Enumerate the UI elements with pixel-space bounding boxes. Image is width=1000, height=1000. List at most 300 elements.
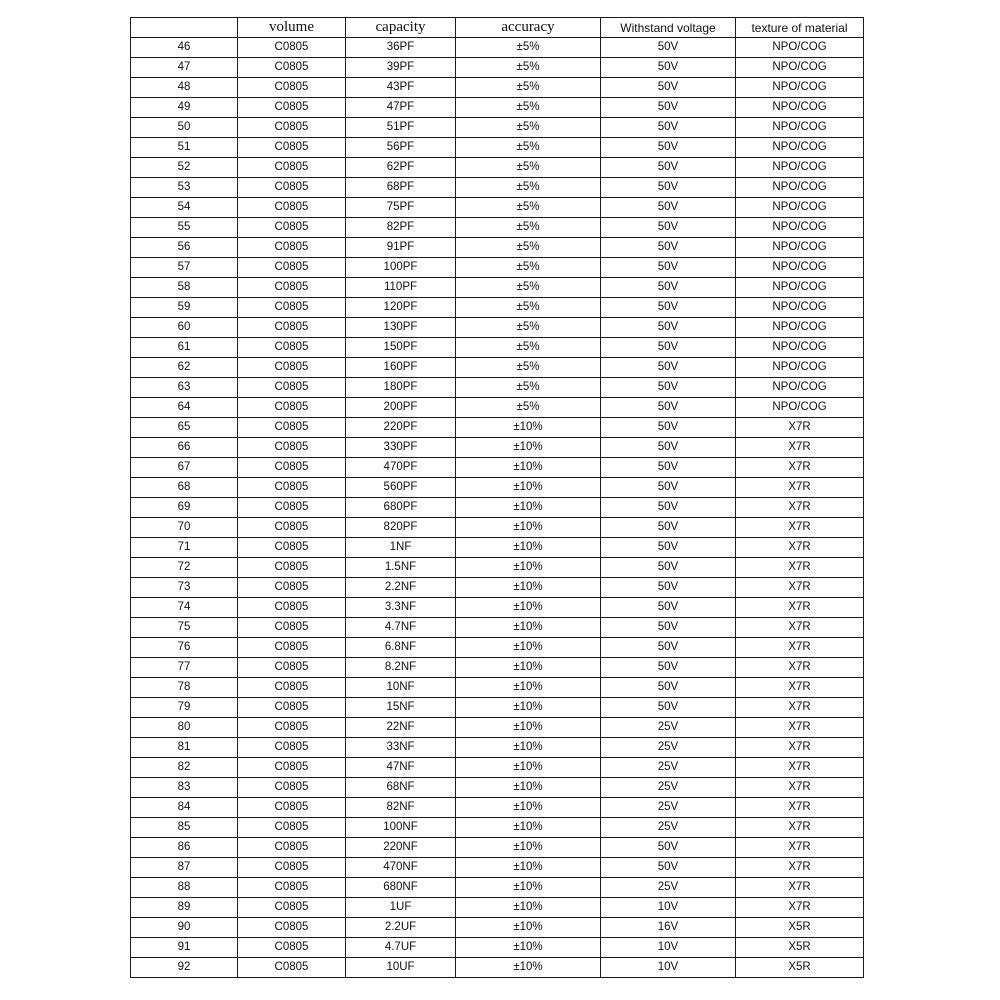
cell-volume: C0805 — [238, 258, 346, 278]
cell-texture: NPO/COG — [736, 178, 864, 198]
cell-withstand_voltage: 50V — [601, 658, 736, 678]
cell-texture: NPO/COG — [736, 58, 864, 78]
header-cell-capacity: capacity — [346, 18, 456, 38]
cell-index: 60 — [131, 318, 238, 338]
cell-capacity: 15NF — [346, 698, 456, 718]
table-row — [131, 698, 864, 718]
cell-accuracy: ±10% — [456, 458, 601, 478]
table-row — [131, 478, 864, 498]
cell-capacity: 220PF — [346, 418, 456, 438]
cell-volume: C0805 — [238, 558, 346, 578]
cell-accuracy: ±10% — [456, 918, 601, 938]
cell-index: 67 — [131, 458, 238, 478]
cell-accuracy: ±10% — [456, 778, 601, 798]
cell-index: 56 — [131, 238, 238, 258]
cell-accuracy: ±10% — [456, 578, 601, 598]
cell-texture: X7R — [736, 798, 864, 818]
table-row — [131, 718, 864, 738]
cell-withstand_voltage: 25V — [601, 758, 736, 778]
cell-capacity: 51PF — [346, 118, 456, 138]
cell-index: 86 — [131, 838, 238, 858]
cell-accuracy: ±10% — [456, 838, 601, 858]
cell-capacity: 33NF — [346, 738, 456, 758]
cell-capacity: 150PF — [346, 338, 456, 358]
cell-volume: C0805 — [238, 838, 346, 858]
cell-texture: X7R — [736, 518, 864, 538]
cell-capacity: 100NF — [346, 818, 456, 838]
cell-capacity: 160PF — [346, 358, 456, 378]
cell-volume: C0805 — [238, 78, 346, 98]
table-row — [131, 258, 864, 278]
cell-accuracy: ±10% — [456, 938, 601, 958]
cell-accuracy: ±10% — [456, 818, 601, 838]
cell-index: 89 — [131, 898, 238, 918]
cell-capacity: 4.7NF — [346, 618, 456, 638]
cell-index: 64 — [131, 398, 238, 418]
cell-volume: C0805 — [238, 878, 346, 898]
cell-capacity: 100PF — [346, 258, 456, 278]
cell-texture: X5R — [736, 938, 864, 958]
table-row — [131, 158, 864, 178]
header-cell-texture: texture of material — [736, 18, 864, 38]
cell-withstand_voltage: 50V — [601, 838, 736, 858]
cell-withstand_voltage: 50V — [601, 498, 736, 518]
cell-index: 55 — [131, 218, 238, 238]
cell-capacity: 68PF — [346, 178, 456, 198]
cell-accuracy: ±10% — [456, 598, 601, 618]
cell-withstand_voltage: 50V — [601, 38, 736, 58]
cell-texture: X7R — [736, 738, 864, 758]
cell-withstand_voltage: 10V — [601, 958, 736, 978]
cell-volume: C0805 — [238, 898, 346, 918]
cell-withstand_voltage: 50V — [601, 678, 736, 698]
cell-capacity: 39PF — [346, 58, 456, 78]
cell-index: 58 — [131, 278, 238, 298]
cell-volume: C0805 — [238, 718, 346, 738]
cell-texture: X7R — [736, 758, 864, 778]
cell-volume: C0805 — [238, 658, 346, 678]
cell-texture: X7R — [736, 818, 864, 838]
cell-capacity: 120PF — [346, 298, 456, 318]
table-row — [131, 758, 864, 778]
table-row — [131, 418, 864, 438]
cell-withstand_voltage: 50V — [601, 318, 736, 338]
cell-withstand_voltage: 25V — [601, 818, 736, 838]
cell-texture: X7R — [736, 678, 864, 698]
cell-volume: C0805 — [238, 778, 346, 798]
cell-index: 70 — [131, 518, 238, 538]
cell-index: 87 — [131, 858, 238, 878]
spec-table — [130, 17, 864, 978]
cell-volume: C0805 — [238, 38, 346, 58]
table-row — [131, 518, 864, 538]
cell-withstand_voltage: 25V — [601, 778, 736, 798]
cell-withstand_voltage: 50V — [601, 158, 736, 178]
cell-volume: C0805 — [238, 698, 346, 718]
table-row — [131, 798, 864, 818]
table-row — [131, 238, 864, 258]
cell-texture: X7R — [736, 538, 864, 558]
cell-accuracy: ±10% — [456, 678, 601, 698]
cell-texture: NPO/COG — [736, 218, 864, 238]
cell-withstand_voltage: 50V — [601, 598, 736, 618]
cell-index: 71 — [131, 538, 238, 558]
cell-volume: C0805 — [238, 798, 346, 818]
cell-texture: X5R — [736, 918, 864, 938]
table-row — [131, 878, 864, 898]
cell-texture: NPO/COG — [736, 358, 864, 378]
cell-index: 50 — [131, 118, 238, 138]
cell-accuracy: ±5% — [456, 258, 601, 278]
cell-capacity: 62PF — [346, 158, 456, 178]
cell-capacity: 1NF — [346, 538, 456, 558]
cell-accuracy: ±5% — [456, 138, 601, 158]
cell-index: 72 — [131, 558, 238, 578]
cell-capacity: 22NF — [346, 718, 456, 738]
table-row — [131, 618, 864, 638]
cell-accuracy: ±10% — [456, 878, 601, 898]
cell-accuracy: ±5% — [456, 98, 601, 118]
cell-volume: C0805 — [238, 278, 346, 298]
cell-withstand_voltage: 50V — [601, 98, 736, 118]
cell-capacity: 1.5NF — [346, 558, 456, 578]
header-cell-volume: volume — [238, 18, 346, 38]
cell-texture: NPO/COG — [736, 318, 864, 338]
cell-texture: NPO/COG — [736, 138, 864, 158]
cell-texture: X7R — [736, 478, 864, 498]
cell-accuracy: ±5% — [456, 298, 601, 318]
cell-capacity: 3.3NF — [346, 598, 456, 618]
cell-withstand_voltage: 50V — [601, 258, 736, 278]
table-row — [131, 198, 864, 218]
cell-texture: X7R — [736, 658, 864, 678]
cell-withstand_voltage: 25V — [601, 718, 736, 738]
cell-accuracy: ±10% — [456, 418, 601, 438]
cell-index: 85 — [131, 818, 238, 838]
cell-index: 63 — [131, 378, 238, 398]
cell-accuracy: ±5% — [456, 158, 601, 178]
cell-accuracy: ±10% — [456, 498, 601, 518]
cell-capacity: 6.8NF — [346, 638, 456, 658]
cell-withstand_voltage: 50V — [601, 218, 736, 238]
cell-texture: NPO/COG — [736, 298, 864, 318]
cell-withstand_voltage: 50V — [601, 418, 736, 438]
cell-volume: C0805 — [238, 518, 346, 538]
cell-texture: X7R — [736, 838, 864, 858]
cell-volume: C0805 — [238, 618, 346, 638]
cell-texture: X7R — [736, 698, 864, 718]
cell-withstand_voltage: 50V — [601, 438, 736, 458]
cell-volume: C0805 — [238, 418, 346, 438]
cell-volume: C0805 — [238, 538, 346, 558]
cell-texture: NPO/COG — [736, 38, 864, 58]
cell-index: 80 — [131, 718, 238, 738]
table-row — [131, 438, 864, 458]
cell-capacity: 43PF — [346, 78, 456, 98]
table-row — [131, 578, 864, 598]
cell-accuracy: ±5% — [456, 38, 601, 58]
cell-accuracy: ±5% — [456, 218, 601, 238]
cell-index: 69 — [131, 498, 238, 518]
cell-texture: NPO/COG — [736, 118, 864, 138]
cell-capacity: 36PF — [346, 38, 456, 58]
cell-withstand_voltage: 50V — [601, 398, 736, 418]
cell-capacity: 330PF — [346, 438, 456, 458]
table-row — [131, 298, 864, 318]
cell-index: 78 — [131, 678, 238, 698]
cell-withstand_voltage: 50V — [601, 458, 736, 478]
cell-index: 74 — [131, 598, 238, 618]
cell-texture: X7R — [736, 578, 864, 598]
cell-accuracy: ±5% — [456, 58, 601, 78]
cell-accuracy: ±5% — [456, 118, 601, 138]
table-row — [131, 818, 864, 838]
cell-withstand_voltage: 25V — [601, 878, 736, 898]
cell-volume: C0805 — [238, 578, 346, 598]
table-header — [131, 18, 864, 38]
cell-index: 73 — [131, 578, 238, 598]
cell-texture: X7R — [736, 858, 864, 878]
cell-index: 52 — [131, 158, 238, 178]
table-row — [131, 458, 864, 478]
cell-texture: NPO/COG — [736, 78, 864, 98]
cell-texture: X7R — [736, 898, 864, 918]
cell-capacity: 2.2NF — [346, 578, 456, 598]
cell-accuracy: ±10% — [456, 698, 601, 718]
cell-withstand_voltage: 50V — [601, 698, 736, 718]
cell-volume: C0805 — [238, 438, 346, 458]
cell-withstand_voltage: 25V — [601, 738, 736, 758]
cell-texture: NPO/COG — [736, 238, 864, 258]
cell-accuracy: ±5% — [456, 358, 601, 378]
cell-capacity: 47NF — [346, 758, 456, 778]
cell-withstand_voltage: 50V — [601, 558, 736, 578]
table-row — [131, 738, 864, 758]
cell-texture: X7R — [736, 418, 864, 438]
cell-withstand_voltage: 50V — [601, 618, 736, 638]
cell-capacity: 180PF — [346, 378, 456, 398]
cell-accuracy: ±10% — [456, 758, 601, 778]
cell-capacity: 68NF — [346, 778, 456, 798]
cell-withstand_voltage: 50V — [601, 578, 736, 598]
cell-volume: C0805 — [238, 158, 346, 178]
cell-index: 76 — [131, 638, 238, 658]
cell-texture: X7R — [736, 778, 864, 798]
cell-withstand_voltage: 50V — [601, 518, 736, 538]
cell-texture: X7R — [736, 718, 864, 738]
cell-accuracy: ±5% — [456, 198, 601, 218]
table-row — [131, 338, 864, 358]
table-row — [131, 118, 864, 138]
cell-capacity: 4.7UF — [346, 938, 456, 958]
cell-volume: C0805 — [238, 118, 346, 138]
cell-index: 66 — [131, 438, 238, 458]
cell-volume: C0805 — [238, 738, 346, 758]
cell-accuracy: ±5% — [456, 178, 601, 198]
cell-index: 47 — [131, 58, 238, 78]
cell-capacity: 200PF — [346, 398, 456, 418]
cell-capacity: 91PF — [346, 238, 456, 258]
cell-volume: C0805 — [238, 238, 346, 258]
table-row — [131, 78, 864, 98]
cell-index: 65 — [131, 418, 238, 438]
cell-withstand_voltage: 50V — [601, 538, 736, 558]
table-row — [131, 358, 864, 378]
cell-accuracy: ±10% — [456, 798, 601, 818]
cell-capacity: 47PF — [346, 98, 456, 118]
cell-accuracy: ±10% — [456, 958, 601, 978]
cell-volume: C0805 — [238, 478, 346, 498]
table-row — [131, 838, 864, 858]
cell-accuracy: ±10% — [456, 858, 601, 878]
cell-texture: X7R — [736, 558, 864, 578]
cell-capacity: 680PF — [346, 498, 456, 518]
cell-withstand_voltage: 50V — [601, 138, 736, 158]
table-row — [131, 958, 864, 978]
header-cell-accuracy: accuracy — [456, 18, 601, 38]
table-row — [131, 98, 864, 118]
cell-volume: C0805 — [238, 918, 346, 938]
cell-index: 91 — [131, 938, 238, 958]
cell-index: 54 — [131, 198, 238, 218]
cell-volume: C0805 — [238, 758, 346, 778]
cell-volume: C0805 — [238, 98, 346, 118]
cell-withstand_voltage: 50V — [601, 638, 736, 658]
cell-volume: C0805 — [238, 218, 346, 238]
header-cell-index — [131, 18, 238, 38]
cell-capacity: 82NF — [346, 798, 456, 818]
cell-accuracy: ±5% — [456, 398, 601, 418]
cell-withstand_voltage: 50V — [601, 298, 736, 318]
cell-withstand_voltage: 10V — [601, 938, 736, 958]
table-row — [131, 278, 864, 298]
cell-texture: X7R — [736, 878, 864, 898]
cell-volume: C0805 — [238, 58, 346, 78]
cell-volume: C0805 — [238, 398, 346, 418]
cell-withstand_voltage: 50V — [601, 858, 736, 878]
table-row — [131, 678, 864, 698]
table-row — [131, 218, 864, 238]
cell-accuracy: ±10% — [456, 898, 601, 918]
cell-capacity: 10NF — [346, 678, 456, 698]
cell-capacity: 560PF — [346, 478, 456, 498]
cell-volume: C0805 — [238, 938, 346, 958]
cell-capacity: 56PF — [346, 138, 456, 158]
cell-index: 68 — [131, 478, 238, 498]
table-row — [131, 598, 864, 618]
cell-capacity: 75PF — [346, 198, 456, 218]
cell-index: 92 — [131, 958, 238, 978]
cell-texture: X7R — [736, 458, 864, 478]
cell-withstand_voltage: 50V — [601, 238, 736, 258]
table-row — [131, 638, 864, 658]
cell-withstand_voltage: 16V — [601, 918, 736, 938]
cell-texture: NPO/COG — [736, 338, 864, 358]
table-row — [131, 898, 864, 918]
cell-volume: C0805 — [238, 818, 346, 838]
cell-index: 79 — [131, 698, 238, 718]
cell-withstand_voltage: 50V — [601, 478, 736, 498]
cell-index: 61 — [131, 338, 238, 358]
cell-accuracy: ±10% — [456, 638, 601, 658]
cell-texture: X5R — [736, 958, 864, 978]
cell-index: 90 — [131, 918, 238, 938]
cell-volume: C0805 — [238, 958, 346, 978]
cell-capacity: 2.2UF — [346, 918, 456, 938]
table-row — [131, 938, 864, 958]
cell-index: 57 — [131, 258, 238, 278]
header-row — [131, 18, 864, 38]
table-row — [131, 378, 864, 398]
cell-texture: NPO/COG — [736, 378, 864, 398]
cell-texture: NPO/COG — [736, 398, 864, 418]
cell-withstand_voltage: 50V — [601, 378, 736, 398]
cell-volume: C0805 — [238, 858, 346, 878]
cell-accuracy: ±10% — [456, 558, 601, 578]
table-row — [131, 398, 864, 418]
cell-capacity: 110PF — [346, 278, 456, 298]
cell-accuracy: ±5% — [456, 318, 601, 338]
cell-accuracy: ±10% — [456, 518, 601, 538]
cell-volume: C0805 — [238, 678, 346, 698]
table-row — [131, 858, 864, 878]
cell-accuracy: ±10% — [456, 618, 601, 638]
cell-capacity: 680NF — [346, 878, 456, 898]
table-row — [131, 58, 864, 78]
cell-volume: C0805 — [238, 178, 346, 198]
cell-index: 82 — [131, 758, 238, 778]
cell-capacity: 1UF — [346, 898, 456, 918]
cell-capacity: 470PF — [346, 458, 456, 478]
cell-accuracy: ±5% — [456, 238, 601, 258]
cell-accuracy: ±5% — [456, 378, 601, 398]
table-row — [131, 138, 864, 158]
cell-texture: NPO/COG — [736, 258, 864, 278]
cell-index: 77 — [131, 658, 238, 678]
cell-capacity: 130PF — [346, 318, 456, 338]
cell-accuracy: ±10% — [456, 438, 601, 458]
table-row — [131, 558, 864, 578]
cell-volume: C0805 — [238, 458, 346, 478]
cell-texture: NPO/COG — [736, 98, 864, 118]
cell-volume: C0805 — [238, 598, 346, 618]
cell-withstand_voltage: 50V — [601, 198, 736, 218]
cell-capacity: 82PF — [346, 218, 456, 238]
cell-index: 53 — [131, 178, 238, 198]
cell-accuracy: ±5% — [456, 78, 601, 98]
cell-withstand_voltage: 50V — [601, 58, 736, 78]
cell-capacity: 8.2NF — [346, 658, 456, 678]
cell-texture: X7R — [736, 618, 864, 638]
cell-volume: C0805 — [238, 358, 346, 378]
cell-accuracy: ±5% — [456, 338, 601, 358]
table-row — [131, 538, 864, 558]
cell-volume: C0805 — [238, 338, 346, 358]
header-cell-withstand_voltage: Withstand voltage — [601, 18, 736, 38]
cell-volume: C0805 — [238, 138, 346, 158]
cell-accuracy: ±10% — [456, 658, 601, 678]
cell-accuracy: ±5% — [456, 278, 601, 298]
table-body — [131, 38, 864, 978]
cell-accuracy: ±10% — [456, 538, 601, 558]
cell-withstand_voltage: 50V — [601, 358, 736, 378]
cell-withstand_voltage: 25V — [601, 798, 736, 818]
cell-texture: NPO/COG — [736, 198, 864, 218]
table-row — [131, 918, 864, 938]
cell-volume: C0805 — [238, 318, 346, 338]
cell-index: 59 — [131, 298, 238, 318]
cell-texture: X7R — [736, 638, 864, 658]
